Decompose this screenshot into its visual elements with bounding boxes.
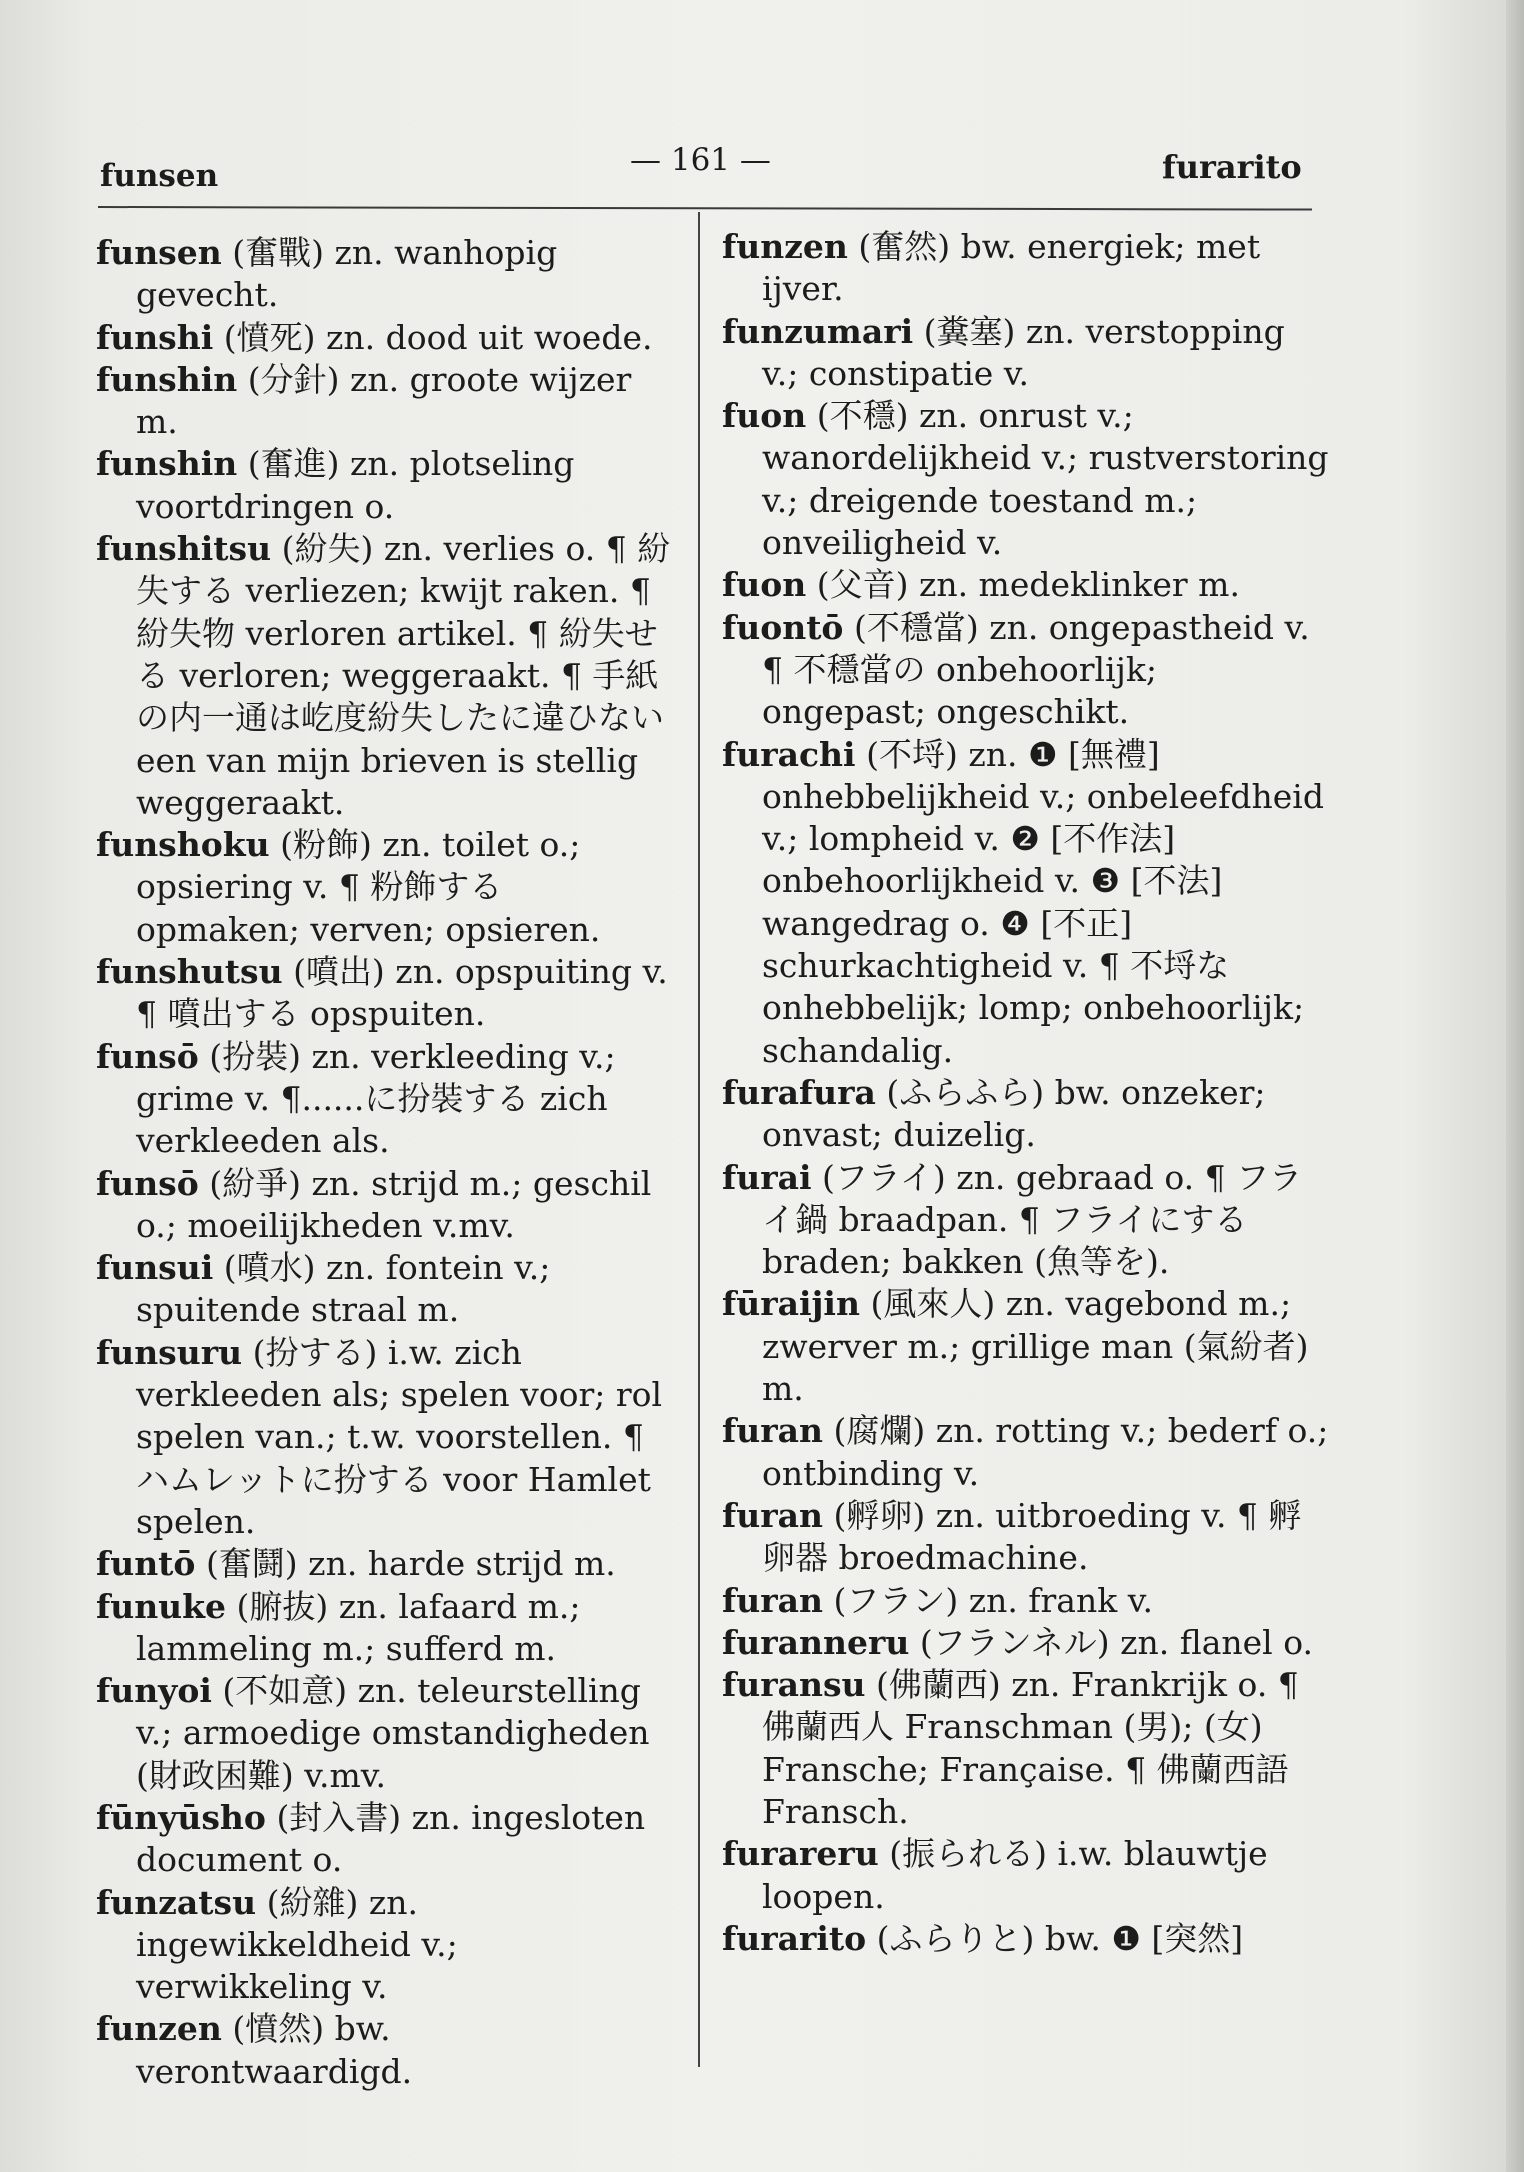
- dictionary-entry: [96, 1670, 676, 1797]
- entry-headword: furan: [722, 1411, 823, 1451]
- dictionary-entry: [96, 951, 676, 1036]
- dictionary-entry: [96, 443, 676, 528]
- left-column: [96, 232, 676, 2093]
- dictionary-entry: [722, 1664, 1330, 1833]
- entry-headword: funshin: [96, 444, 238, 484]
- dictionary-entry: [722, 1580, 1330, 1622]
- entry-headword: fuon: [722, 565, 807, 605]
- entry-headword: funzumari: [722, 311, 914, 351]
- entry-headword: funuke: [96, 1586, 227, 1626]
- entry-headword: funyoi: [96, 1671, 212, 1711]
- entry-definition: (ふらりと) bw. ❶ [突然]: [876, 1918, 1244, 1958]
- entry-definition: (佛蘭西) zn. Frankrijk o. ¶ 佛蘭西人 Franschman (男); (女) Fransche; Française. ¶ 佛蘭西語 Fransch.: [762, 1665, 1299, 1831]
- entry-headword: funzatsu: [96, 1882, 257, 1922]
- entry-headword: furafura: [722, 1072, 876, 1112]
- entry-definition: (孵卵) zn. uitbroeding v. ¶ 孵卵器 broedmachine.: [762, 1495, 1302, 1578]
- entry-definition: (奮進) zn. plotseling voortdringen o.: [136, 444, 575, 526]
- dictionary-entry: [722, 311, 1330, 396]
- dictionary-entry: [96, 1882, 676, 2009]
- entry-definition: (粉飾) zn. toilet o.; opsiering v. ¶ 粉飾する opmaken; verven; opsieren.: [136, 825, 601, 949]
- entry-headword: funzen: [722, 227, 848, 266]
- entry-headword: funsō: [96, 1163, 199, 1203]
- entry-headword: furan: [722, 1495, 823, 1535]
- dictionary-entry: [722, 226, 1330, 311]
- entry-headword: funshin: [96, 359, 238, 399]
- entry-definition: (フランネル) zn. flanel o.: [919, 1622, 1313, 1662]
- dictionary-entry: [722, 734, 1330, 1072]
- dictionary-entry: [96, 232, 676, 317]
- dictionary-entry: [722, 607, 1330, 734]
- entry-definition: (不穩當) zn. ongepastheid v. ¶ 不穩當の onbehoorlijk; ongepast; ongeschikt.: [762, 607, 1310, 732]
- entry-headword: furareru: [722, 1834, 879, 1874]
- dictionary-entry: [96, 317, 676, 359]
- entry-definition: (不如意) zn. teleurstelling v.; armoedige omstandigheden (財政困難) v.mv.: [136, 1671, 650, 1795]
- dictionary-entry: [96, 1797, 676, 1882]
- entry-headword: funsui: [96, 1248, 214, 1288]
- entry-definition: (紛爭) zn. strijd m.; geschil o.; moeilijkheden v.mv.: [136, 1163, 652, 1245]
- page-number: — 161 —: [630, 142, 771, 178]
- dictionary-entry: [722, 395, 1330, 564]
- entry-definition: (奮戰) zn. wanhopig gevecht.: [136, 233, 558, 315]
- dictionary-entry: [96, 1586, 676, 1671]
- entry-definition: (腐爛) zn. rotting v.; bederf o.; ontbinding v.: [762, 1411, 1329, 1493]
- dictionary-entry: [722, 1918, 1330, 1960]
- entry-headword: furachi: [722, 734, 856, 774]
- dictionary-entry: [96, 1332, 676, 1543]
- entry-headword: fūnyūsho: [96, 1797, 266, 1837]
- entry-headword: funzen: [96, 2009, 222, 2049]
- entry-headword: funsō: [96, 1036, 199, 1076]
- entry-definition: (振られる) i.w. blauwtje loopen.: [762, 1834, 1268, 1916]
- dictionary-entry: [96, 528, 676, 824]
- entry-definition: (フラン) zn. frank v.: [833, 1580, 1153, 1620]
- entry-definition: (扮する) i.w. zich verkleeden als; spelen voor; rol spelen van.; t.w. voorstellen. ¶ハムレットに扮する voor Hamlet spelen.: [136, 1332, 663, 1541]
- entry-definition: (紛雜) zn. ingewikkeldheid v.; verwikkeling v.: [136, 1882, 458, 2007]
- entry-headword: furai: [722, 1157, 812, 1197]
- entry-definition: (不穩) zn. onrust v.; wanordelijkheid v.; rustverstoring v.; dreigende toestand m.; onveiligheid v.: [762, 396, 1329, 563]
- entry-definition: (腑抜) zn. lafaard m.; lammeling m.; sufferd m.: [136, 1586, 581, 1668]
- entry-definition: (風來人) zn. vagebond m.; zwerver m.; grillige man (氣紛者) m.: [762, 1284, 1309, 1409]
- entry-headword: funshutsu: [96, 952, 283, 992]
- page-edge: [1506, 0, 1524, 2172]
- entry-definition: (封入書) zn. ingesloten document o.: [136, 1797, 646, 1880]
- entry-headword: fuon: [722, 396, 807, 436]
- guide-word-right: furarito: [1162, 148, 1302, 186]
- dictionary-entry: [722, 1495, 1330, 1580]
- entry-definition: (憤然) bw. verontwaardigd.: [136, 2009, 413, 2091]
- entry-definition: (噴出) zn. opspuiting v. ¶ 噴出する opspuiten.: [136, 952, 668, 1034]
- entry-definition: (父音) zn. medeklinker m.: [816, 565, 1240, 605]
- entry-headword: funshoku: [96, 825, 270, 865]
- dictionary-entry: [96, 1163, 676, 1248]
- column-divider: [698, 212, 700, 2067]
- entry-headword: funtō: [96, 1544, 196, 1584]
- entry-headword: furarito: [722, 1918, 867, 1958]
- entry-headword: funshi: [96, 317, 214, 357]
- entry-headword: funsen: [96, 233, 222, 272]
- dictionary-entry: [722, 1833, 1330, 1918]
- entry-definition: (糞塞) zn. verstopping v.; constipatie v.: [762, 311, 1285, 393]
- entry-definition: (噴水) zn. fontein v.; spuitende straal m.: [136, 1248, 551, 1330]
- dictionary-entry: [722, 1157, 1330, 1284]
- entry-headword: furansu: [722, 1665, 866, 1705]
- entry-definition: (紛失) zn. verlies o. ¶ 紛失する verliezen; kwijt raken. ¶ 紛失物 verloren artikel. ¶ 紛失せる verloren; weggeraakt. ¶ 手紙の内一通は屹度紛失したに違ひない een van mijn brieven is stellig weggeraakt.: [136, 529, 671, 822]
- right-column: [722, 226, 1330, 1960]
- entry-definition: (ふらふら) bw. onzeker; onvast; duizelig.: [762, 1072, 1266, 1155]
- entry-definition: (フライ) zn. gebraad o. ¶ フライ鍋 braadpan. ¶ フライにする braden; bakken (魚等を).: [762, 1157, 1303, 1282]
- entry-definition: (奮鬪) zn. harde strijd m.: [205, 1544, 616, 1584]
- entry-headword: funsuru: [96, 1332, 243, 1372]
- entry-headword: furan: [722, 1580, 823, 1620]
- entry-headword: fuontō: [722, 607, 844, 647]
- dictionary-entry: [722, 564, 1330, 606]
- dictionary-entry: [722, 1410, 1330, 1495]
- entry-definition: (分針) zn. groote wijzer m.: [136, 359, 632, 442]
- entry-definition: (扮裝) zn. verkleeding v.; grime v. ¶......に扮裝する zich verkleeden als.: [136, 1036, 616, 1161]
- dictionary-entry: [722, 1283, 1330, 1410]
- dictionary-entry: [96, 1543, 676, 1585]
- dictionary-entry: [96, 359, 676, 444]
- entry-headword: furanneru: [722, 1622, 910, 1662]
- dictionary-entry: [96, 1247, 676, 1332]
- dictionary-entry: [722, 1622, 1330, 1664]
- header-rule: [98, 206, 1312, 211]
- guide-word-left: funsen: [100, 158, 219, 194]
- entry-headword: funshitsu: [96, 529, 272, 569]
- entry-definition: (奮然) bw. energiek; met ijver.: [762, 227, 1261, 309]
- dictionary-entry: [96, 2008, 676, 2093]
- dictionary-entry: [96, 824, 676, 951]
- entry-headword: fūraijin: [722, 1284, 860, 1324]
- dictionary-entry: [96, 1036, 676, 1163]
- entry-definition: (不埒) zn. ❶ [無禮] onhebbelijkheid v.; onbeleefdheid v.; lompheid v. ❷ [不作法] onbehoorlijkheid v. ❸ [不法] wangedrag o. ❹ [不正] schurkachtigheid v. ¶ 不埒な onhebbelijk; lomp; onbehoorlijk; schandalig.: [762, 734, 1324, 1070]
- entry-definition: (憤死) zn. dood uit woede.: [223, 317, 653, 357]
- dictionary-entry: [722, 1072, 1330, 1157]
